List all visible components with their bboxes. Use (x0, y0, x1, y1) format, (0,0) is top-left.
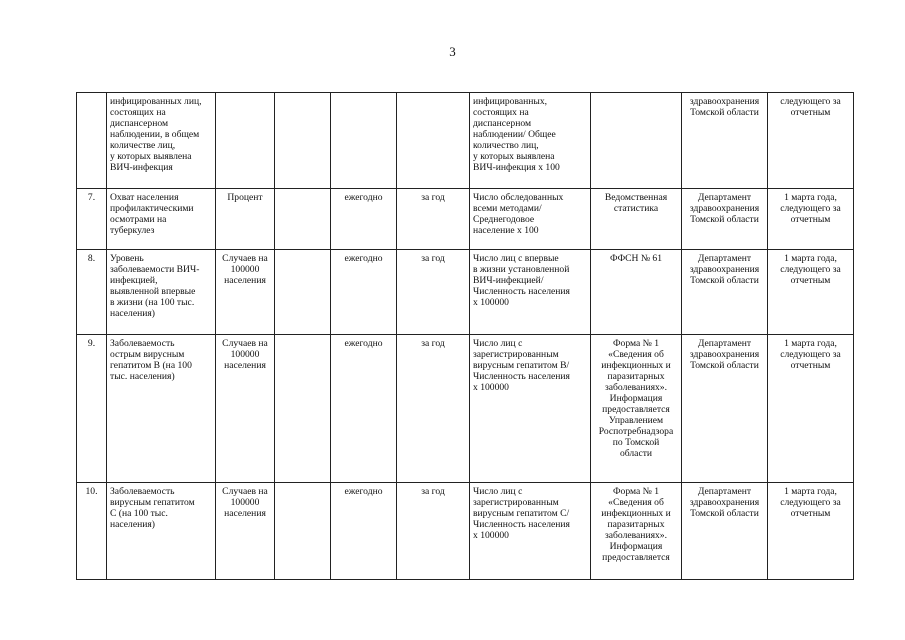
data-source: Форма № 1 «Сведения об инфекционных и паразитарных заболеваниях». Информация предоставляется (591, 483, 682, 580)
row-number: 10. (77, 483, 107, 580)
indicator-name: Заболеваемость вирусным гепатитом С (на 100 тыс. населения) (107, 483, 216, 580)
indicator-name: Уровень заболеваемости ВИЧ- инфекцией, выявленной впервые в жизни (на 100 тыс. населения) (107, 250, 216, 335)
row-number: 9. (77, 335, 107, 483)
table-row (77, 483, 854, 580)
frequency: ежегодно (331, 483, 397, 580)
data-source: ФФСН № 61 (591, 250, 682, 335)
table-row (77, 93, 854, 189)
frequency: ежегодно (331, 250, 397, 335)
period: за год (397, 335, 470, 483)
data-source: Форма № 1 «Сведения об инфекционных и паразитарных заболеваниях». Информация предоставляется Управлением Роспотребнадзора по Томской области (591, 335, 682, 483)
calculation-formula: Число лиц с впервые в жизни установленной ВИЧ-инфекцией/ Численность населения х 100000 (470, 250, 591, 335)
unit-of-measure (216, 93, 275, 189)
table-row (77, 189, 854, 250)
deadline: 1 марта года, следующего за отчетным (768, 335, 854, 483)
frequency (331, 93, 397, 189)
calculation-formula: Число обследованных всеми методами/ Среднегодовое население х 100 (470, 189, 591, 250)
empty-cell (275, 483, 331, 580)
period: за год (397, 483, 470, 580)
indicator-name: Охват населения профилактическими осмотрами на туберкулез (107, 189, 216, 250)
indicators-table (76, 92, 854, 580)
frequency: ежегодно (331, 335, 397, 483)
row-number: 8. (77, 250, 107, 335)
responsible-body: Департамент здравоохранения Томской области (682, 250, 768, 335)
calculation-formula: Число лиц с зарегистрированным вирусным гепатитом В/ Численность населения х 100000 (470, 335, 591, 483)
responsible-body: Департамент здравоохранения Томской области (682, 483, 768, 580)
empty-cell (275, 93, 331, 189)
table-row (77, 250, 854, 335)
calculation-formula: инфицированных, состоящих на диспансерном наблюдении/ Общее количество лиц, у которых выявлена ВИЧ-инфекция х 100 (470, 93, 591, 189)
unit-of-measure: Процент (216, 189, 275, 250)
page-number: 3 (449, 44, 456, 59)
indicator-name: Заболеваемость острым вирусным гепатитом В (на 100 тыс. населения) (107, 335, 216, 483)
unit-of-measure: Случаев на 100000 населения (216, 483, 275, 580)
frequency: ежегодно (331, 189, 397, 250)
deadline: 1 марта года, следующего за отчетным (768, 189, 854, 250)
deadline: следующего за отчетным (768, 93, 854, 189)
empty-cell (275, 189, 331, 250)
data-source (591, 93, 682, 189)
unit-of-measure: Случаев на 100000 населения (216, 335, 275, 483)
data-source: Ведомственная статистика (591, 189, 682, 250)
row-number: 7. (77, 189, 107, 250)
period (397, 93, 470, 189)
row-number (77, 93, 107, 189)
empty-cell (275, 250, 331, 335)
responsible-body: Департамент здравоохранения Томской области (682, 189, 768, 250)
responsible-body: здравоохранения Томской области (682, 93, 768, 189)
period: за год (397, 250, 470, 335)
empty-cell (275, 335, 331, 483)
calculation-formula: Число лиц с зарегистрированным вирусным гепатитом С/ Численность населения х 100000 (470, 483, 591, 580)
unit-of-measure: Случаев на 100000 населения (216, 250, 275, 335)
responsible-body: Департамент здравоохранения Томской области (682, 335, 768, 483)
period: за год (397, 189, 470, 250)
deadline: 1 марта года, следующего за отчетным (768, 483, 854, 580)
indicator-name: инфицированных лиц, состоящих на диспансерном наблюдении, в общем количестве лиц, у которых выявлена ВИЧ-инфекция (107, 93, 216, 189)
deadline: 1 марта года, следующего за отчетным (768, 250, 854, 335)
table-row (77, 335, 854, 483)
